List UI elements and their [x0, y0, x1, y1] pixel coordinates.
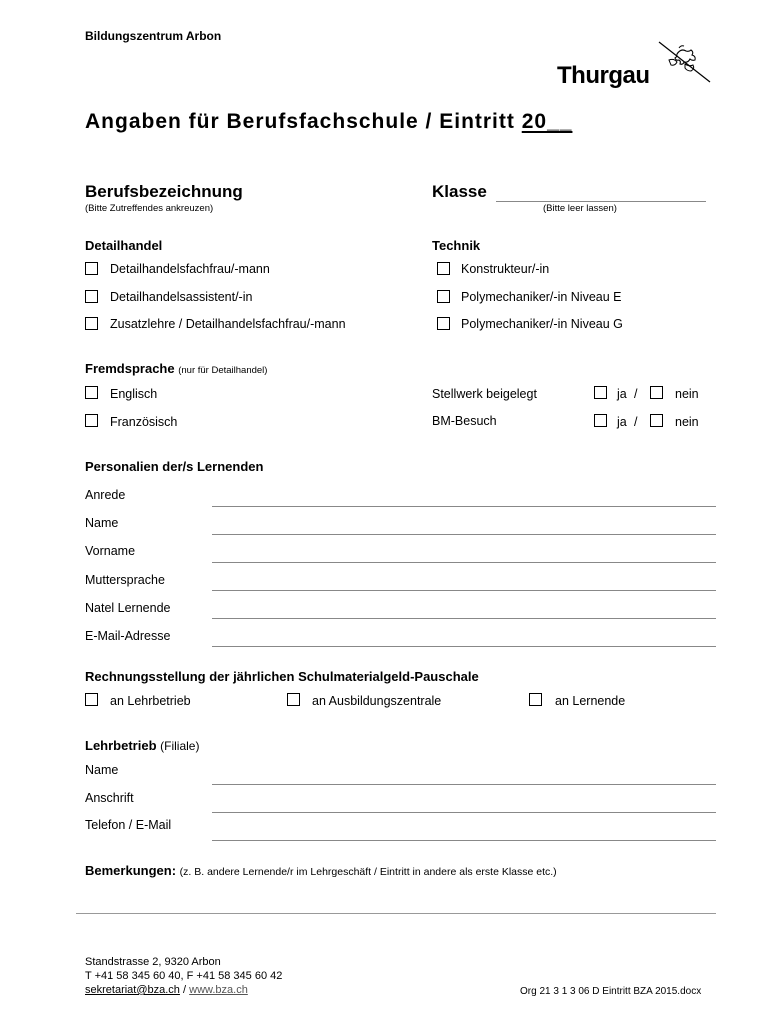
field-label: Name	[85, 516, 119, 530]
checkbox-technik-3[interactable]	[437, 317, 450, 330]
lehrbetrieb-heading	[85, 738, 199, 753]
option-label: Zusatzlehre / Detailhandelsfachfrau/-mann	[110, 317, 346, 331]
checkbox-technik-2[interactable]	[437, 290, 450, 303]
footer-links	[85, 984, 248, 996]
nein-label: nein	[675, 387, 699, 401]
email-input-line[interactable]	[212, 646, 716, 647]
checkbox-stellwerk-nein[interactable]	[650, 386, 663, 399]
field-label: Muttersprache	[85, 573, 165, 587]
anschrift-input-line[interactable]	[212, 812, 716, 813]
option-label: Detailhandelsfachfrau/-mann	[110, 262, 270, 276]
klasse-note: (Bitte leer lassen)	[543, 203, 617, 214]
bemerkungen-title: Bemerkungen:	[85, 863, 177, 878]
footer-phone: T +41 58 345 60 40, F +41 58 345 60 42	[85, 970, 283, 982]
option-label: Polymechaniker/-in Niveau E	[461, 290, 622, 304]
checkbox-stellwerk-ja[interactable]	[594, 386, 607, 399]
option-label: an Lehrbetrieb	[110, 694, 191, 708]
option-label: Konstrukteur/-in	[461, 262, 550, 276]
field-label: Anrede	[85, 488, 126, 502]
field-label: Natel Lernende	[85, 601, 171, 615]
berufsbezeichnung-heading: Berufsbezeichnung	[85, 182, 243, 201]
option-label: Polymechaniker/-in Niveau G	[461, 317, 623, 331]
option-label: Englisch	[110, 387, 158, 401]
option-label: Detailhandelsassistent/-in	[110, 290, 253, 304]
field-label: Telefon / E-Mail	[85, 818, 172, 832]
stellwerk-label: Stellwerk beigelegt	[432, 387, 537, 401]
fremdsprache-heading	[85, 361, 267, 376]
logo-wordmark: Thurgau	[557, 62, 650, 89]
klasse-label: Klasse	[432, 182, 487, 201]
title-text: Angaben für Berufsfachschule / Eintritt	[85, 110, 515, 133]
separator: /	[634, 387, 638, 401]
separator: /	[634, 415, 638, 429]
bemerkungen-heading	[85, 863, 557, 878]
nein-label: nein	[675, 415, 699, 429]
anrede-input-line[interactable]	[212, 506, 716, 507]
checkbox-technik-1[interactable]	[437, 262, 450, 275]
lehrbetrieb-title: Lehrbetrieb	[85, 738, 157, 753]
checkbox-rechnung-ausbildungszentrale[interactable]	[287, 693, 300, 706]
page-title	[85, 110, 572, 134]
lehrbetrieb-note: (Filiale)	[160, 739, 200, 753]
document-reference: Org 21 3 1 3 06 D Eintritt BZA 2015.docx	[520, 986, 702, 997]
checkbox-englisch[interactable]	[85, 386, 98, 399]
detailhandel-heading: Detailhandel	[85, 238, 163, 253]
footer-address: Standstrasse 2, 9320 Arbon	[85, 956, 221, 968]
personalien-heading: Personalien der/s Lernenden	[85, 459, 264, 474]
field-label: Vorname	[85, 544, 136, 558]
option-label: an Ausbildungszentrale	[312, 694, 442, 708]
organization-name: Bildungszentrum Arbon	[85, 29, 222, 43]
ja-label: ja	[617, 387, 627, 401]
option-label: Französisch	[110, 415, 178, 429]
natel-input-line[interactable]	[212, 618, 716, 619]
field-label: Name	[85, 763, 119, 777]
technik-heading: Technik	[432, 238, 481, 253]
bm-label: BM-Besuch	[432, 414, 497, 428]
separator: /	[183, 984, 187, 996]
checkbox-detailhandel-2[interactable]	[85, 290, 98, 303]
checkbox-rechnung-lernende[interactable]	[529, 693, 542, 706]
title-year: 20__	[521, 110, 573, 133]
website-link[interactable]: www.bza.ch	[189, 984, 248, 996]
rechnung-heading: Rechnungsstellung der jährlichen Schulmaterialgeld-Pauschale	[85, 669, 479, 684]
thurgau-lion-logo	[655, 40, 713, 84]
checkbox-bm-nein[interactable]	[650, 414, 663, 427]
field-label: E-Mail-Adresse	[85, 629, 171, 643]
email-link[interactable]: sekretariat@bza.ch	[85, 984, 180, 996]
checkbox-bm-ja[interactable]	[594, 414, 607, 427]
lehrbetrieb-name-input-line[interactable]	[212, 784, 716, 785]
checkbox-franzoesisch[interactable]	[85, 414, 98, 427]
berufsbezeichnung-note: (Bitte Zutreffendes ankreuzen)	[85, 203, 214, 214]
field-label: Anschrift	[85, 791, 134, 805]
name-input-line[interactable]	[212, 534, 716, 535]
vorname-input-line[interactable]	[212, 562, 716, 563]
checkbox-detailhandel-3[interactable]	[85, 317, 98, 330]
checkbox-detailhandel-1[interactable]	[85, 262, 98, 275]
footer-divider	[76, 913, 716, 914]
telefon-input-line[interactable]	[212, 840, 716, 841]
muttersprache-input-line[interactable]	[212, 590, 716, 591]
fremdsprache-note: (nur für Detailhandel)	[178, 365, 268, 376]
checkbox-rechnung-lehrbetrieb[interactable]	[85, 693, 98, 706]
option-label: an Lernende	[555, 694, 626, 708]
klasse-input-line[interactable]	[496, 201, 706, 202]
fremdsprache-title: Fremdsprache	[85, 361, 175, 376]
bemerkungen-note: (z. B. andere Lernende/r im Lehrgeschäft / Eintritt in andere als erste Klasse etc.)	[179, 866, 557, 878]
ja-label: ja	[617, 415, 627, 429]
